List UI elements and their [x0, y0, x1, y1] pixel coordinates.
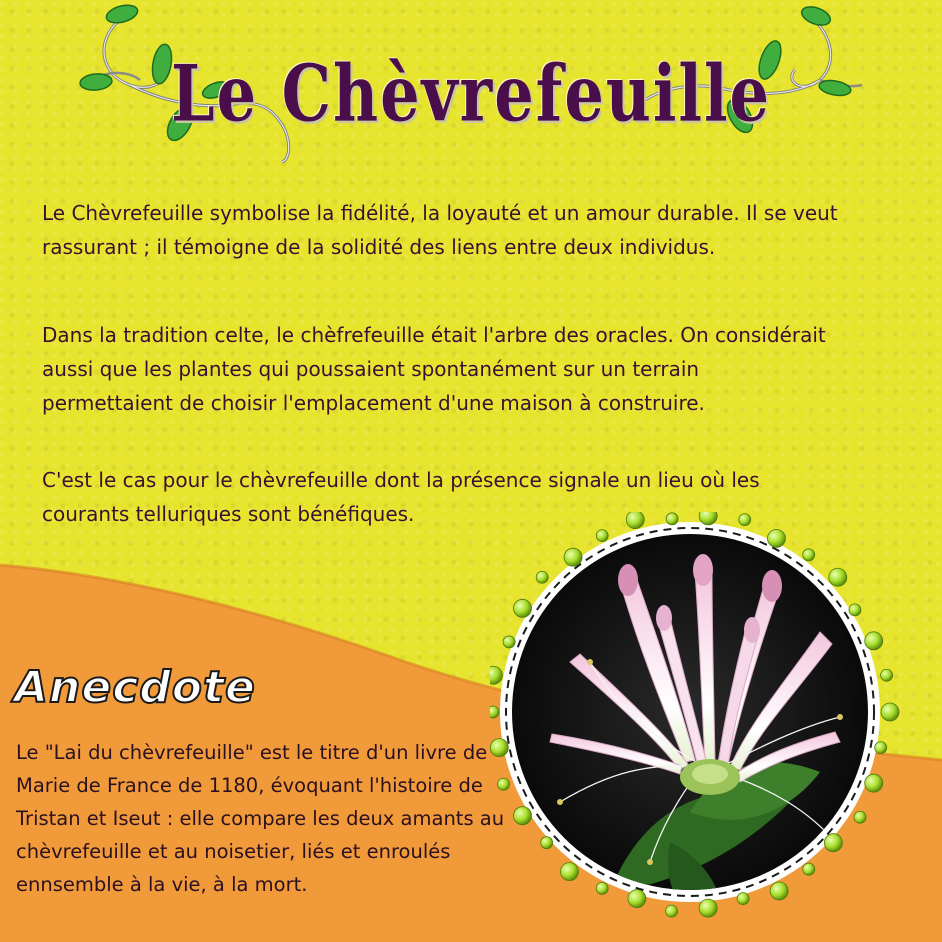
- anecdote-title: Anecdote: [14, 662, 256, 713]
- bead: [824, 834, 842, 852]
- bead: [699, 899, 717, 917]
- bead: [770, 882, 788, 900]
- bead: [490, 666, 502, 684]
- bead: [881, 703, 899, 721]
- bead: [490, 739, 508, 757]
- bead: [875, 742, 887, 754]
- bead: [666, 905, 678, 917]
- bead: [829, 568, 847, 586]
- bead: [865, 774, 883, 792]
- bead: [514, 807, 532, 825]
- bead: [803, 549, 815, 561]
- bead: [564, 548, 582, 566]
- bead: [849, 604, 861, 616]
- bead: [536, 571, 548, 583]
- bead: [767, 529, 785, 547]
- bead: [514, 599, 532, 617]
- bead: [560, 863, 578, 881]
- page-title: Le Chèvrefeuille: [171, 48, 771, 140]
- bead: [666, 513, 678, 525]
- bead: [596, 882, 608, 894]
- bead: [737, 893, 749, 905]
- bead: [865, 632, 883, 650]
- honeysuckle-photo: [490, 512, 910, 932]
- bead: [503, 636, 515, 648]
- bead: [881, 669, 893, 681]
- bead: [628, 890, 646, 908]
- paragraph-celtic-tradition: Dans la tradition celte, le chèfrefeuille était l'arbre des oracles. On considérait aussi que les plantes qui poussaient spontanément sur un terrain permettaient de choisir l'emplacement d'une maison à construire.: [42, 323, 826, 415]
- bead: [854, 811, 866, 823]
- bead: [490, 706, 499, 718]
- anecdote-text: Le "Lai du chèvrefeuille" est le titre d'un livre de Marie de France de 1180, évoquant l'histoire de Tristan et Iseut : elle compare les deux amants au chèvrefeuille et au noisetier, liés et enroulés ennsemble à la vie, à la mort.: [16, 741, 505, 896]
- bead: [541, 837, 553, 849]
- paragraph-telluric: C'est le cas pour le chèvrefeuille dont la présence signale un lieu où les courants telluriques sont bénéfiques.: [42, 468, 760, 526]
- bead: [498, 778, 510, 790]
- bead: [626, 512, 644, 529]
- paragraph-symbolism: Le Chèvrefeuille symbolise la fidélité, la loyauté et un amour durable. Il se veut rassurant ; il témoigne de la solidité des liens entre deux individus.: [42, 201, 838, 259]
- bead: [803, 863, 815, 875]
- bead: [596, 530, 608, 542]
- bead: [739, 514, 751, 526]
